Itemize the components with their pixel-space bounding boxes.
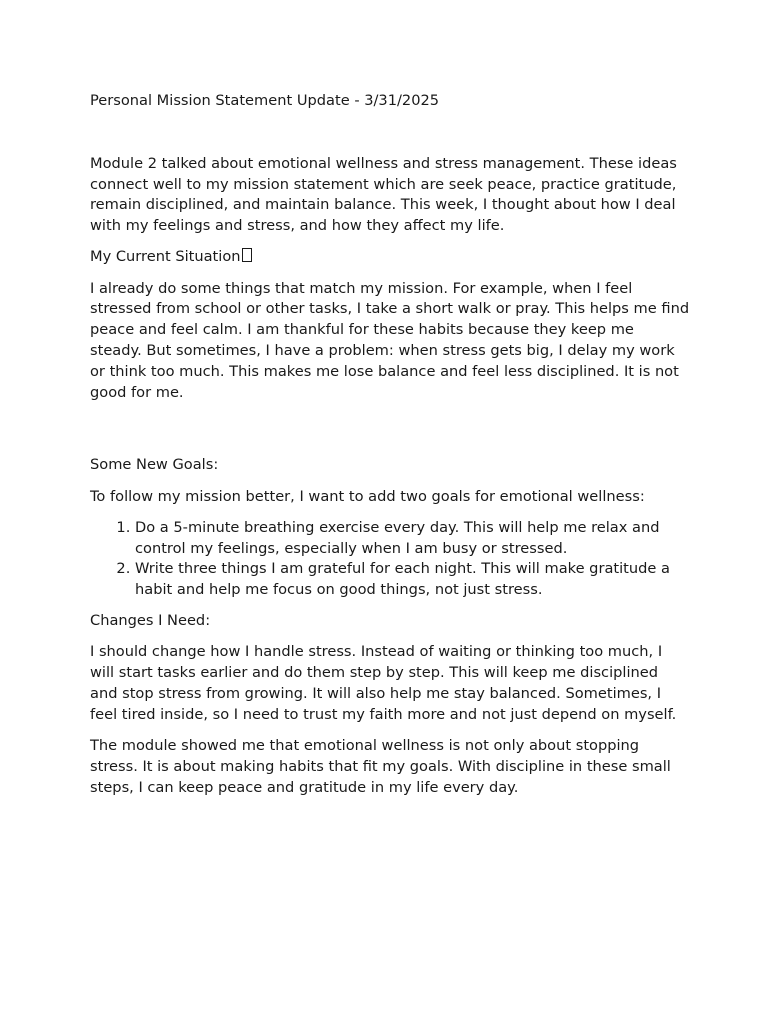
goals-lead-paragraph: To follow my mission better, I want to add two goals for emotional wellness:	[90, 487, 645, 505]
section-heading-changes: Changes I Need:	[90, 612, 211, 630]
section-heading-current-situation	[90, 247, 690, 268]
title-spacer	[90, 112, 690, 154]
current-situation-paragraph: I already do some things that match my mission. For example, when I feel stressed from school or other tasks, I take a short walk or pray. This helps me find peace and feel calm. I am thankful for these habits because they keep me steady. But sometimes, I have a problem: when stress gets big, I delay my work or think too much. This makes me lose balance and feel less disciplined. It is not good for me.	[90, 279, 690, 401]
goal-item-1: 1. Do a 5-minute breathing exercise every day. This will help me relax and control my feelings, especially when I am busy or stressed.	[135, 518, 690, 560]
document-page	[90, 91, 690, 809]
blank-line	[90, 414, 690, 456]
closing-paragraph: The module showed me that emotional wellness is not only about stopping stress. It is about making habits that fit my goals. With discipline in these small steps, I can keep peace and gratitude in my life every day.	[90, 737, 671, 796]
document-title: Personal Mission Statement Update - 3/31/2025	[90, 92, 440, 109]
goals-list	[90, 518, 690, 601]
goal-item-2: 2. Write three things I am grateful for each night. This will make gratitude a habit and help me focus on good things, not just stress.	[135, 559, 690, 601]
intro-paragraph: Module 2 talked about emotional wellness and stress management. These ideas connect well to my mission statement which are seek peace, practice gratitude, remain disciplined, and maintain balance. This week, I thought about how I deal with my feelings and stress, and how they affect my life.	[90, 154, 677, 235]
changes-paragraph: I should change how I handle stress. Instead of waiting or thinking too much, I will start tasks earlier and do them step by step. This will keep me disciplined and stop stress from growing. It will also help me stay balanced. Sometimes, I feel tired inside, so I need to trust my faith more and not just depend on myself.	[90, 643, 677, 723]
section-heading-new-goals: Some New Goals:	[90, 456, 219, 474]
missing-glyph-icon	[242, 248, 252, 262]
section-heading-text: My Current Situation	[90, 248, 241, 266]
